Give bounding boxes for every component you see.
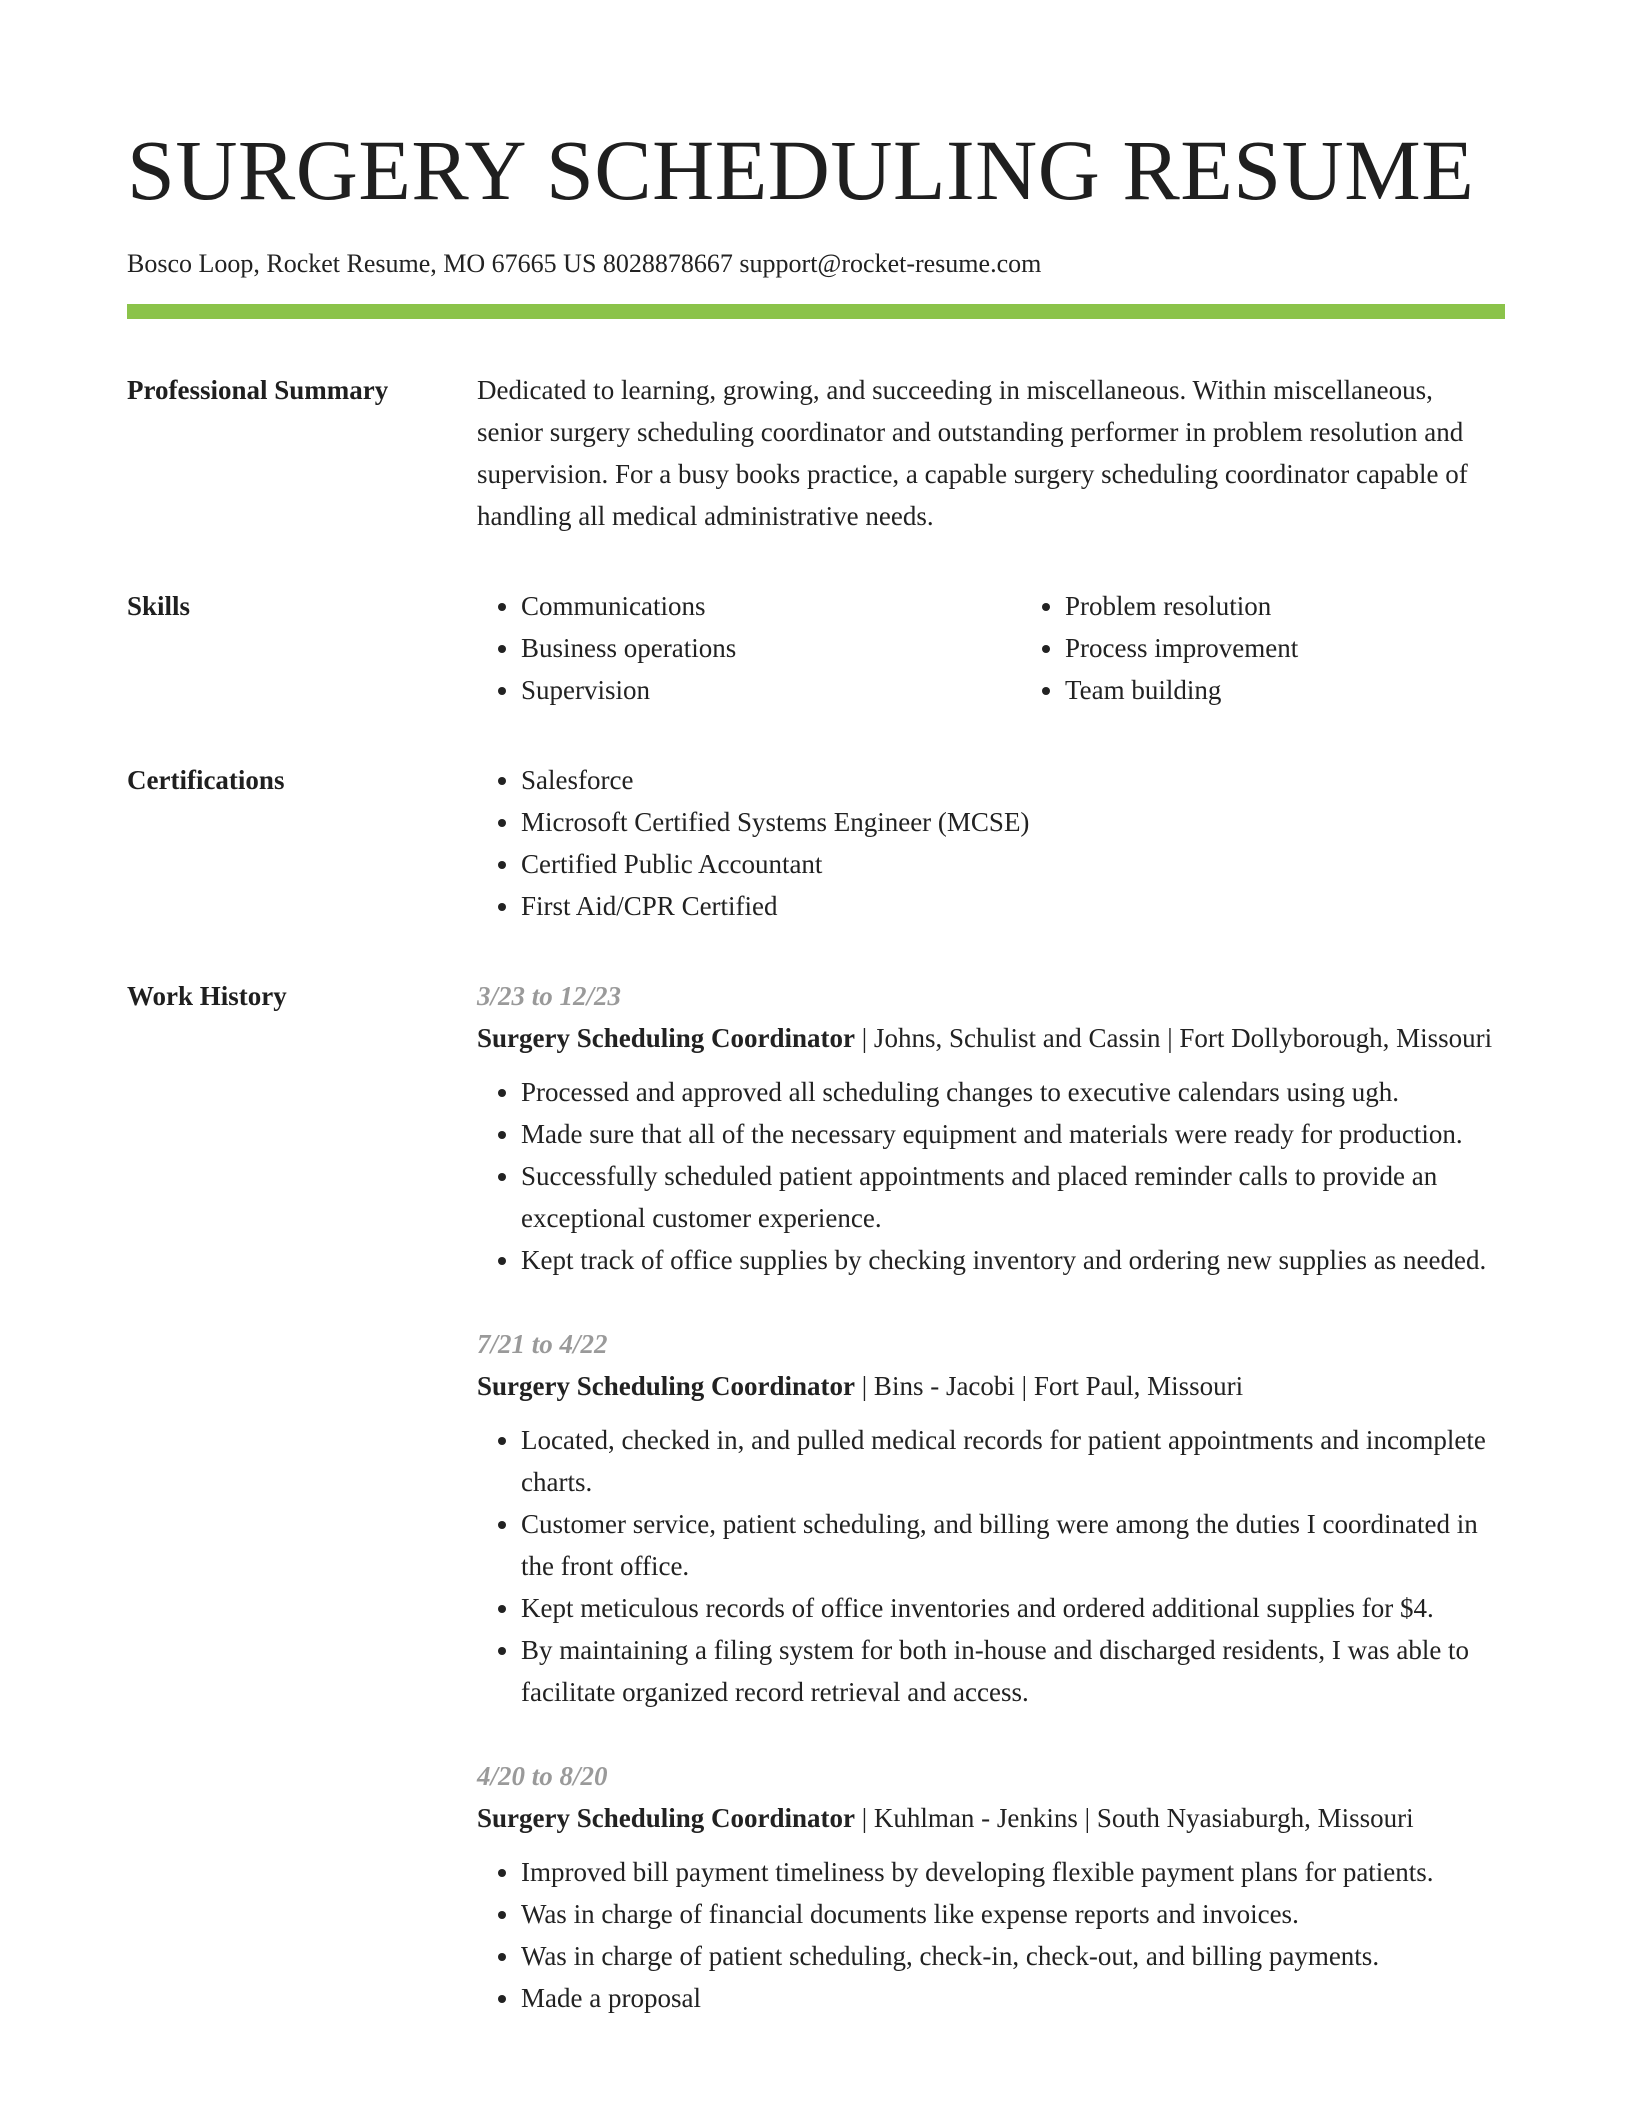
job-duties-list (477, 1071, 1505, 1281)
certification-item: • Microsoft Certified Systems Engineer (MCSE) (521, 801, 1505, 843)
skill-item: • Communications (521, 585, 1021, 627)
job-dates: 3/23 to 12/23 (477, 981, 622, 1011)
job-duty: • Was in charge of patient scheduling, check-in, check-out, and billing payments. (521, 1935, 1505, 1977)
skill-item: • Team building (1065, 669, 1565, 711)
job-dates: 4/20 to 8/20 (477, 1761, 608, 1791)
job-entry (477, 975, 1505, 1281)
certifications-list (477, 759, 1505, 927)
skills-label: Skills (127, 591, 191, 621)
job-duties-list (477, 1419, 1505, 1713)
job-entry (477, 1755, 1505, 2019)
job-duty: • Successfully scheduled patient appointments and placed reminder calls to provide an exceptional customer experience. (521, 1155, 1505, 1239)
job-duty: • Kept track of office supplies by checking inventory and ordering new supplies as needed. (521, 1239, 1505, 1281)
job-title: Surgery Scheduling Coordinator (477, 1371, 856, 1401)
summary-label: Professional Summary (127, 375, 389, 405)
skill-item: • Process improvement (1065, 627, 1565, 669)
job-duty: • Processed and approved all scheduling changes to executive calendars using ugh. (521, 1071, 1505, 1113)
summary-text: Dedicated to learning, growing, and succeeding in miscellaneous. Within miscellaneous, senior surgery scheduling coordinator and outstanding performer in problem resolution and supervision. For a busy books practice, a capable surgery scheduling coordinator capable of handling all medical administrative needs. (477, 375, 1468, 531)
job-duty: • Located, checked in, and pulled medical records for patient appointments and incomplete charts. (521, 1419, 1505, 1503)
resume-title: SURGERY SCHEDULING RESUME (127, 122, 1475, 218)
job-header (477, 1365, 1505, 1407)
job-duty: • Improved bill payment timeliness by developing flexible payment plans for patients. (521, 1851, 1505, 1893)
certification-item: • Salesforce (521, 759, 1505, 801)
job-header (477, 1797, 1505, 1839)
job-duty: • Made a proposal (521, 1977, 1505, 2019)
job-title: Surgery Scheduling Coordinator (477, 1023, 856, 1053)
certifications-section (127, 759, 1505, 927)
contact-line: Bosco Loop, Rocket Resume, MO 67665 US 8028878667 support@rocket-resume.com (127, 249, 1042, 278)
skill-item: • Supervision (521, 669, 1021, 711)
job-duty: • Made sure that all of the necessary equipment and materials were ready for production. (521, 1113, 1505, 1155)
skill-item: • Problem resolution (1065, 585, 1565, 627)
job-details: | Kuhlman - Jenkins | South Nyasiaburgh, Missouri (855, 1803, 1414, 1833)
job-entry (477, 1323, 1505, 1713)
job-header (477, 1017, 1505, 1059)
certification-item: • First Aid/CPR Certified (521, 885, 1505, 927)
summary-section (127, 369, 1505, 537)
job-details: | Johns, Schulist and Cassin | Fort Dollyborough, Missouri (855, 1023, 1493, 1053)
job-duty: • Was in charge of financial documents like expense reports and invoices. (521, 1893, 1505, 1935)
skills-list-right (1021, 585, 1565, 711)
job-duty: • Kept meticulous records of office inventories and ordered additional supplies for $4. (521, 1587, 1505, 1629)
certifications-label: Certifications (127, 765, 285, 795)
skills-list-left (477, 585, 1021, 711)
job-duty: • Customer service, patient scheduling, and billing were among the duties I coordinated in the front office. (521, 1503, 1505, 1587)
work-history-label: Work History (127, 981, 287, 1011)
skills-section (127, 585, 1505, 711)
skill-item: • Business operations (521, 627, 1021, 669)
job-duty: • By maintaining a filing system for both in-house and discharged residents, I was able to facilitate organized record retrieval and access. (521, 1629, 1505, 1713)
job-dates: 7/21 to 4/22 (477, 1329, 608, 1359)
job-duties-list (477, 1851, 1505, 2019)
header-divider (127, 304, 1505, 319)
job-details: | Bins - Jacobi | Fort Paul, Missouri (855, 1371, 1244, 1401)
work-history-section (127, 975, 1505, 2019)
job-title: Surgery Scheduling Coordinator (477, 1803, 856, 1833)
certification-item: • Certified Public Accountant (521, 843, 1505, 885)
